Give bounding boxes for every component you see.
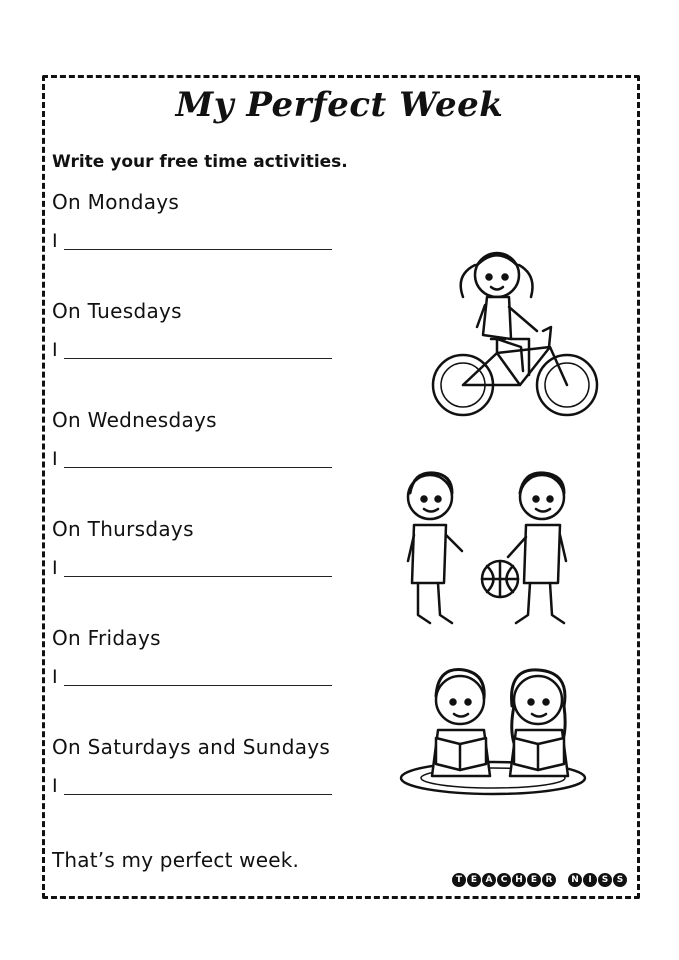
- kids-reading-books-illustration: [398, 660, 588, 802]
- worksheet-title: My Perfect Week: [175, 85, 504, 125]
- writing-line: [64, 358, 332, 359]
- day-label-monday: On Mondays: [52, 190, 180, 214]
- answer-line-thursday[interactable]: [52, 557, 332, 579]
- day-label-friday: On Fridays: [52, 626, 161, 650]
- writing-line: [64, 576, 332, 577]
- boys-playing-basketball-illustration: [400, 465, 580, 633]
- answer-line-tuesday[interactable]: [52, 339, 332, 361]
- writing-line: [64, 249, 332, 250]
- day-label-tuesday: On Tuesdays: [52, 299, 182, 323]
- teacher-niss-logo: [452, 873, 627, 887]
- answer-line-wednesday[interactable]: [52, 448, 332, 470]
- brand-word-1: T E A C H E R: [452, 873, 556, 887]
- answer-line-monday[interactable]: [52, 230, 332, 252]
- day-label-weekend: On Saturdays and Sundays: [52, 735, 331, 759]
- instruction-text: Write your free time activities.: [52, 152, 348, 172]
- girl-riding-bike-illustration: [425, 235, 605, 425]
- answer-pronoun: I: [52, 557, 58, 579]
- brand-word-2: N I S S: [568, 873, 627, 887]
- answer-pronoun: I: [52, 339, 58, 361]
- day-label-thursday: On Thursdays: [52, 517, 194, 541]
- closing-text: That’s my perfect week.: [52, 848, 300, 872]
- answer-pronoun: I: [52, 775, 58, 797]
- answer-pronoun: I: [52, 666, 58, 688]
- day-label-wednesday: On Wednesdays: [52, 408, 217, 432]
- answer-pronoun: I: [52, 448, 58, 470]
- answer-line-friday[interactable]: [52, 666, 332, 688]
- answer-pronoun: I: [52, 230, 58, 252]
- writing-line: [64, 685, 332, 686]
- writing-line: [64, 794, 332, 795]
- answer-line-weekend[interactable]: [52, 775, 332, 797]
- writing-line: [64, 467, 332, 468]
